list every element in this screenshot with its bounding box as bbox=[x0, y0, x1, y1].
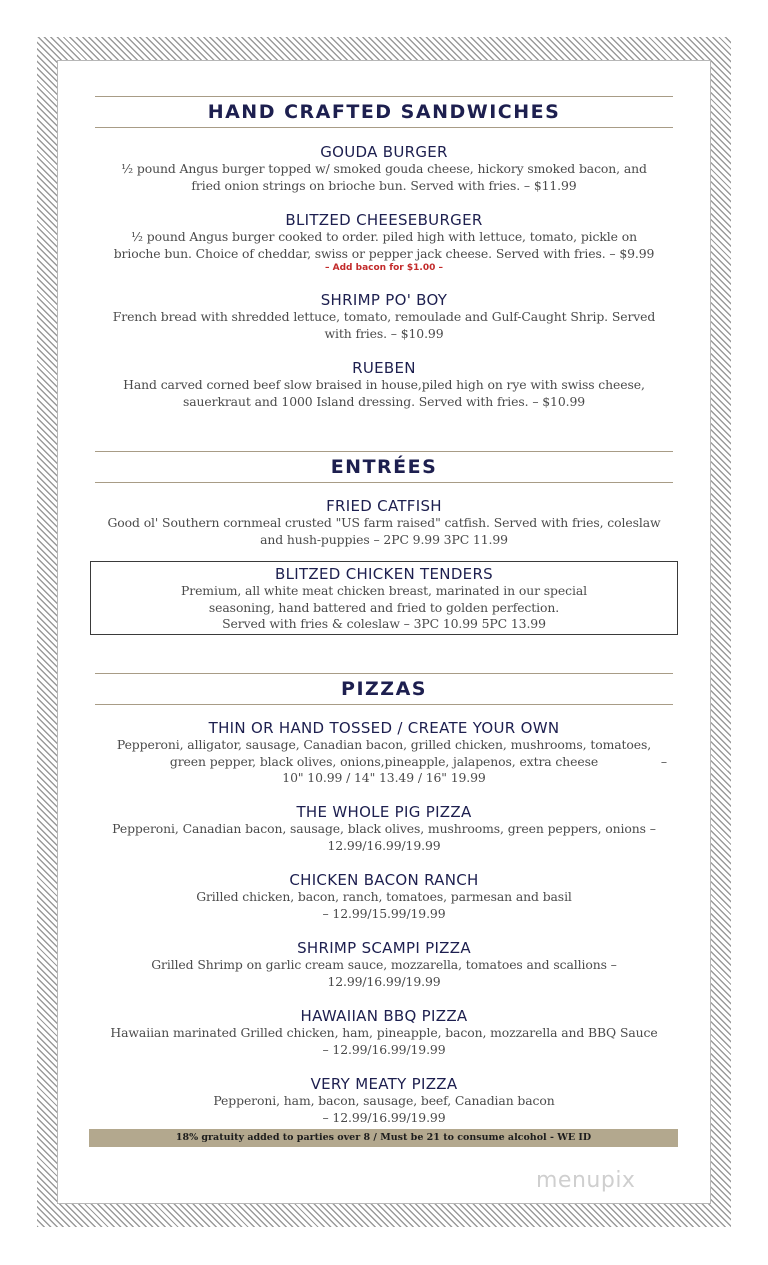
item-description-row bbox=[95, 754, 673, 771]
item-description: Pepperoni, alligator, sausage, Canadian bacon, grilled chicken, mushrooms, tomatoes, bbox=[116, 737, 652, 752]
menu-item-whole-pig-pizza bbox=[95, 803, 673, 854]
item-prices: – 12.99/16.99/19.99 bbox=[322, 1109, 446, 1125]
item-description: and hush-puppies – 2PC 9.99 3PC 11.99 bbox=[260, 531, 508, 547]
item-description: Hawaiian marinated Grilled chicken, ham, pineapple, bacon, mozzarella and BBQ Sauce bbox=[110, 1025, 658, 1040]
item-description: brioche bun. Choice of cheddar, swiss or pepper jack cheese. Served with fries. – $9.99 bbox=[113, 245, 655, 261]
item-description: Good ol' Southern cornmeal crusted "US farm raised" catfish. Served with fries, coleslaw bbox=[107, 515, 661, 530]
gratuity-notice-bar: 18% gratuity added to parties over 8 / Must be 21 to consume alcohol - WE ID bbox=[89, 1129, 678, 1147]
item-description: with fries. – $10.99 bbox=[324, 325, 444, 341]
item-name: FRIED CATFISH bbox=[326, 497, 442, 515]
item-name: SHRIMP SCAMPI PIZZA bbox=[297, 939, 471, 957]
menu-item-blitzed-chicken-tenders bbox=[90, 561, 678, 635]
item-name: THIN OR HAND TOSSED / CREATE YOUR OWN bbox=[208, 719, 560, 737]
menu-item-shrimp-scampi-pizza bbox=[95, 939, 673, 990]
item-name: CHICKEN BACON RANCH bbox=[289, 871, 479, 889]
item-description: Served with fries & coleslaw – 3PC 10.99 5PC 13.99 bbox=[222, 616, 546, 631]
item-name: HAWAIIAN BBQ PIZZA bbox=[300, 1007, 468, 1025]
price-dash: – bbox=[660, 753, 667, 769]
item-description: sauerkraut and 1000 Island dressing. Served with fries. – $10.99 bbox=[182, 393, 586, 409]
item-description: Premium, all white meat chicken breast, marinated in our special bbox=[181, 583, 587, 598]
item-name: SHRIMP PO' BOY bbox=[320, 291, 448, 309]
item-name: RUEBEN bbox=[352, 359, 416, 377]
menu-item-blitzed-cheeseburger bbox=[95, 211, 673, 274]
menu-item-rueben bbox=[95, 359, 673, 410]
item-name: VERY MEATY PIZZA bbox=[310, 1075, 458, 1093]
menu-item-shrimp-po-boy bbox=[95, 291, 673, 342]
menupix-watermark: menupix bbox=[536, 1168, 636, 1193]
menu-item-hawaiian-bbq-pizza bbox=[95, 1007, 673, 1058]
item-description: ½ pound Angus burger cooked to order. piled high with lettuce, tomato, pickle on bbox=[131, 229, 637, 244]
section-title-pizzas: PIZZAS bbox=[95, 673, 673, 705]
menu-item-create-your-own-pizza bbox=[95, 719, 673, 787]
item-prices: 12.99/16.99/19.99 bbox=[327, 837, 441, 853]
item-description: Grilled Shrimp on garlic cream sauce, mozzarella, tomatoes and scallions – bbox=[151, 957, 617, 972]
item-description: Hand carved corned beef slow braised in house,piled high on rye with swiss cheese, bbox=[123, 377, 645, 392]
item-name: THE WHOLE PIG PIZZA bbox=[296, 803, 472, 821]
menu-item-fried-catfish bbox=[95, 497, 673, 548]
item-prices: – 12.99/15.99/19.99 bbox=[322, 905, 446, 921]
menu-item-chicken-bacon-ranch bbox=[95, 871, 673, 922]
menu-item-gouda-burger bbox=[95, 143, 673, 194]
item-description: Grilled chicken, bacon, ranch, tomatoes, parmesan and basil bbox=[196, 889, 572, 904]
item-description: seasoning, hand battered and fried to golden perfection. bbox=[208, 599, 560, 615]
item-prices: – 12.99/16.99/19.99 bbox=[322, 1041, 446, 1057]
item-description: Pepperoni, ham, bacon, sausage, beef, Canadian bacon bbox=[213, 1093, 555, 1108]
item-description: Pepperoni, Canadian bacon, sausage, black olives, mushrooms, green peppers, onions – bbox=[112, 821, 656, 836]
item-description: ½ pound Angus burger topped w/ smoked gouda cheese, hickory smoked bacon, and bbox=[121, 161, 647, 176]
item-description: French bread with shredded lettuce, tomato, remoulade and Gulf-Caught Shrip. Served bbox=[112, 309, 656, 324]
item-description: fried onion strings on brioche bun. Served with fries. – $11.99 bbox=[191, 177, 577, 193]
item-description: green pepper, black olives, onions,pineapple, jalapenos, extra cheese bbox=[169, 753, 599, 769]
item-name: GOUDA BURGER bbox=[320, 143, 448, 161]
item-prices: 10" 10.99 / 14" 13.49 / 16" 19.99 bbox=[282, 770, 486, 785]
item-prices: 12.99/16.99/19.99 bbox=[327, 973, 441, 989]
item-name: BLITZED CHICKEN TENDERS bbox=[275, 565, 493, 583]
menu-item-very-meaty-pizza bbox=[95, 1075, 673, 1126]
section-title-sandwiches: HAND CRAFTED SANDWICHES bbox=[95, 96, 673, 128]
item-name: BLITZED CHEESEBURGER bbox=[285, 211, 483, 229]
add-bacon-note: – Add bacon for $1.00 – bbox=[325, 263, 443, 273]
section-title-entrees: ENTRÉES bbox=[95, 451, 673, 483]
